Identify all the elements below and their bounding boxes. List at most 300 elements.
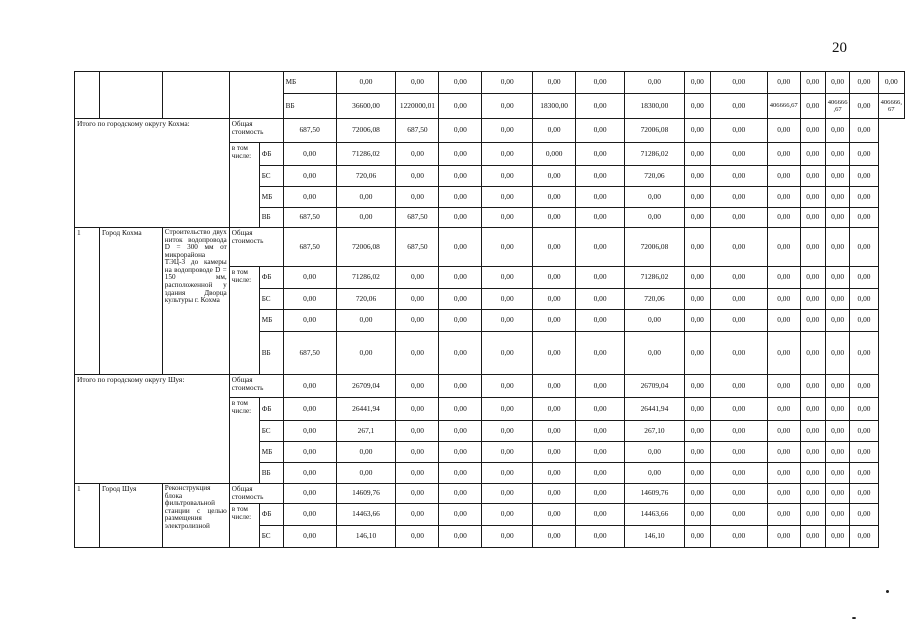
- funding-source: ФБ: [259, 143, 283, 166]
- value-cell: 36600,00: [336, 94, 396, 119]
- value-cell: 0,00: [533, 463, 576, 484]
- value-cell: 0,00: [533, 267, 576, 289]
- value-cell: 0,00: [533, 166, 576, 187]
- table-row: [75, 484, 905, 504]
- value-cell: 0,00: [396, 267, 439, 289]
- value-cell: 0,00: [482, 72, 533, 94]
- value-cell: 0,00: [482, 289, 533, 310]
- value-cell: 0,00: [767, 187, 800, 208]
- page-mark: [886, 590, 889, 593]
- value-cell: 267,10: [625, 421, 685, 442]
- value-cell: 0,00: [767, 143, 800, 166]
- value-cell: 0,00: [283, 143, 336, 166]
- value-cell: 0,00: [800, 267, 825, 289]
- value-cell: 14609,76: [336, 484, 396, 504]
- value-cell: 0,00: [800, 504, 825, 526]
- value-cell: 0,00: [767, 484, 800, 504]
- value-cell: 0,00: [439, 119, 482, 143]
- value-cell: 0,00: [625, 72, 685, 94]
- value-cell: 720,06: [625, 289, 685, 310]
- value-cell: 0,00: [684, 119, 710, 143]
- value-cell: 0,00: [767, 310, 800, 332]
- city-name: Город Кохма: [99, 228, 162, 375]
- value-cell: 0,00: [439, 310, 482, 332]
- value-cell: 687,50: [283, 228, 336, 267]
- value-cell: 0,00: [850, 187, 878, 208]
- value-cell: 18300,00: [533, 94, 576, 119]
- value-cell: 0,00: [825, 143, 850, 166]
- value-cell: 0,00: [825, 310, 850, 332]
- value-cell: 0,00: [482, 463, 533, 484]
- page-mark: [852, 617, 856, 619]
- value-cell: 0,00: [825, 72, 850, 94]
- value-cell: 0,00: [576, 166, 625, 187]
- value-cell: 0,00: [767, 228, 800, 267]
- value-cell: 0,00: [710, 484, 767, 504]
- value-cell: 0,000: [533, 143, 576, 166]
- value-cell: 0,00: [710, 72, 767, 94]
- value-cell: 0,00: [396, 143, 439, 166]
- value-cell: 0,00: [767, 398, 800, 421]
- value-cell: 0,00: [710, 442, 767, 463]
- value-cell: 0,00: [850, 267, 878, 289]
- including-label: в том числе:: [229, 267, 259, 375]
- value-cell: 0,00: [800, 332, 825, 375]
- value-cell: 0,00: [576, 94, 625, 119]
- value-cell: 0,00: [684, 289, 710, 310]
- num-cell: [75, 72, 100, 119]
- value-cell: 0,00: [533, 484, 576, 504]
- value-cell: 0,00: [850, 208, 878, 228]
- value-cell: 0,00: [576, 463, 625, 484]
- value-cell: 14463,66: [336, 504, 396, 526]
- value-cell: 0,00: [336, 332, 396, 375]
- value-cell: 0,00: [396, 187, 439, 208]
- value-cell: 0,00: [482, 526, 533, 548]
- value-cell: 0,00: [710, 332, 767, 375]
- funding-source: БС: [259, 421, 283, 442]
- value-cell: 0,00: [800, 166, 825, 187]
- total-cost-label: Общая стоимость: [229, 228, 283, 267]
- value-cell: 687,50: [396, 208, 439, 228]
- funding-source: МБ: [259, 310, 283, 332]
- funding-source: МБ: [283, 72, 336, 94]
- value-cell: 0,00: [800, 72, 825, 94]
- value-cell: 0,00: [684, 94, 710, 119]
- funding-source: ВБ: [259, 463, 283, 484]
- value-cell: 0,00: [533, 289, 576, 310]
- value-cell: 0,00: [800, 442, 825, 463]
- value-cell: 0,00: [767, 504, 800, 526]
- value-cell: 720,06: [336, 166, 396, 187]
- value-cell: 0,00: [825, 504, 850, 526]
- value-cell: 0,00: [576, 187, 625, 208]
- value-cell: 0,00: [482, 442, 533, 463]
- value-cell: 0,00: [396, 289, 439, 310]
- value-cell: 0,00: [336, 208, 396, 228]
- value-cell: 0,00: [283, 442, 336, 463]
- value-cell: 0,00: [482, 310, 533, 332]
- value-cell: 0,00: [533, 72, 576, 94]
- value-cell: 687,50: [283, 119, 336, 143]
- value-cell: 0,00: [850, 375, 878, 398]
- value-cell: 0,00: [684, 442, 710, 463]
- value-cell: 0,00: [533, 375, 576, 398]
- value-cell: 0,00: [482, 228, 533, 267]
- value-cell: 0,00: [533, 119, 576, 143]
- value-cell: 0,00: [710, 463, 767, 484]
- value-cell: 0,00: [625, 187, 685, 208]
- value-cell: 0,00: [439, 267, 482, 289]
- value-cell: 0,00: [482, 187, 533, 208]
- value-cell: 0,00: [825, 398, 850, 421]
- table-row: [75, 72, 905, 94]
- value-cell: 0,00: [576, 484, 625, 504]
- value-cell: 0,00: [767, 208, 800, 228]
- value-cell: 267,1: [336, 421, 396, 442]
- value-cell: 0,00: [396, 332, 439, 375]
- value-cell: 0,00: [336, 463, 396, 484]
- including-label: в том числе:: [229, 398, 259, 484]
- value-cell: 0,00: [800, 94, 825, 119]
- value-cell: 0,00: [684, 187, 710, 208]
- value-cell: 0,00: [710, 504, 767, 526]
- value-cell: 0,00: [825, 187, 850, 208]
- value-cell: 0,00: [850, 228, 878, 267]
- value-cell: 0,00: [800, 187, 825, 208]
- value-cell: 720,06: [336, 289, 396, 310]
- value-cell: 0,00: [850, 289, 878, 310]
- value-cell: 0,00: [825, 526, 850, 548]
- value-cell: 0,00: [800, 228, 825, 267]
- value-cell: 0,00: [533, 421, 576, 442]
- value-cell: 0,00: [533, 228, 576, 267]
- value-cell: 0,00: [396, 504, 439, 526]
- value-cell: 687,50: [283, 208, 336, 228]
- value-cell: 71286,02: [625, 143, 685, 166]
- value-cell: 0,00: [396, 310, 439, 332]
- value-cell: 0,00: [576, 267, 625, 289]
- funding-source: ФБ: [259, 504, 283, 526]
- value-cell: 0,00: [825, 208, 850, 228]
- value-cell: 0,00: [283, 187, 336, 208]
- value-cell: 0,00: [439, 442, 482, 463]
- funding-source: БС: [259, 289, 283, 310]
- value-cell: 0,00: [800, 208, 825, 228]
- value-cell: 0,00: [576, 72, 625, 94]
- value-cell: 0,00: [800, 421, 825, 442]
- value-cell: 0,00: [684, 463, 710, 484]
- value-cell: 0,00: [767, 442, 800, 463]
- value-cell: 0,00: [533, 208, 576, 228]
- value-cell: 0,00: [283, 484, 336, 504]
- value-cell: 0,00: [850, 166, 878, 187]
- value-cell: 0,00: [825, 332, 850, 375]
- funding-source: БС: [259, 526, 283, 548]
- value-cell: 0,00: [767, 526, 800, 548]
- project-description: Реконструкция блока фильтровальной станции с целью размещения электролизной: [162, 484, 229, 548]
- value-cell: 0,00: [850, 442, 878, 463]
- value-cell: 0,00: [439, 94, 482, 119]
- value-cell: 0,00: [850, 484, 878, 504]
- value-cell: 0,00: [684, 484, 710, 504]
- value-cell: 0,00: [850, 94, 878, 119]
- value-cell: 0,00: [767, 166, 800, 187]
- value-cell: 0,00: [439, 143, 482, 166]
- description-cell: [162, 72, 229, 119]
- value-cell: 0,00: [576, 332, 625, 375]
- value-cell: 0,00: [684, 166, 710, 187]
- funding-source: МБ: [259, 442, 283, 463]
- value-cell: 0,00: [710, 94, 767, 119]
- value-cell: 0,00: [482, 375, 533, 398]
- value-cell: 0,00: [825, 228, 850, 267]
- value-cell: 0,00: [482, 484, 533, 504]
- value-cell: 0,00: [482, 166, 533, 187]
- value-cell: 0,00: [336, 72, 396, 94]
- value-cell: 0,00: [439, 208, 482, 228]
- value-cell: 0,00: [767, 421, 800, 442]
- total-cost-label: Общая стоимость: [229, 375, 283, 398]
- row-number: 1: [75, 484, 100, 548]
- value-cell: 72006,08: [336, 119, 396, 143]
- funding-source: МБ: [259, 187, 283, 208]
- value-cell: 0,00: [396, 398, 439, 421]
- value-cell: 0,00: [800, 484, 825, 504]
- value-cell: 72006,08: [625, 119, 685, 143]
- value-cell: 0,00: [767, 267, 800, 289]
- value-cell: 0,00: [482, 94, 533, 119]
- value-cell: 0,00: [283, 398, 336, 421]
- value-cell: 26709,04: [336, 375, 396, 398]
- value-cell: 406666 ,67: [825, 94, 850, 119]
- including-label: в том числе:: [229, 504, 259, 548]
- value-cell: 0,00: [850, 463, 878, 484]
- value-cell: 72006,08: [625, 228, 685, 267]
- value-cell: 687,50: [396, 119, 439, 143]
- value-cell: 0,00: [710, 375, 767, 398]
- value-cell: 0,00: [396, 72, 439, 94]
- value-cell: 0,00: [710, 421, 767, 442]
- value-cell: 14463,66: [625, 504, 685, 526]
- value-cell: 0,00: [710, 143, 767, 166]
- value-cell: 0,00: [396, 375, 439, 398]
- total-cost-label: Общая стоимость: [229, 484, 283, 504]
- value-cell: 0,00: [767, 332, 800, 375]
- value-cell: 687,50: [283, 332, 336, 375]
- value-cell: 0,00: [576, 442, 625, 463]
- value-cell: 0,00: [825, 421, 850, 442]
- value-cell: 0,00: [576, 375, 625, 398]
- value-cell: 0,00: [283, 421, 336, 442]
- value-cell: 14609,76: [625, 484, 685, 504]
- table-row: [75, 375, 905, 398]
- value-cell: 0,00: [576, 228, 625, 267]
- value-cell: 0,00: [625, 208, 685, 228]
- value-cell: 687,50: [396, 228, 439, 267]
- value-cell: 0,00: [336, 187, 396, 208]
- value-cell: 0,00: [825, 166, 850, 187]
- value-cell: 0,00: [576, 143, 625, 166]
- value-cell: 406666,67: [767, 94, 800, 119]
- value-cell: 0,00: [710, 187, 767, 208]
- row-number: 1: [75, 228, 100, 375]
- value-cell: 146,10: [336, 526, 396, 548]
- value-cell: 0,00: [283, 289, 336, 310]
- value-cell: 0,00: [576, 504, 625, 526]
- value-cell: 0,00: [684, 143, 710, 166]
- value-cell: 0,00: [625, 442, 685, 463]
- value-cell: 0,00: [396, 484, 439, 504]
- value-cell: 0,00: [684, 526, 710, 548]
- value-cell: 0,00: [336, 442, 396, 463]
- total-cost-label: Общая стоимость: [229, 119, 283, 143]
- value-cell: 0,00: [684, 208, 710, 228]
- value-cell: 0,00: [800, 289, 825, 310]
- value-cell: 0,00: [684, 267, 710, 289]
- value-cell: 0,00: [850, 143, 878, 166]
- value-cell: 0,00: [576, 526, 625, 548]
- value-cell: 0,00: [439, 484, 482, 504]
- value-cell: 0,00: [800, 463, 825, 484]
- value-cell: 0,00: [825, 289, 850, 310]
- value-cell: 0,00: [710, 228, 767, 267]
- value-cell: 0,00: [767, 119, 800, 143]
- value-cell: 0,00: [710, 267, 767, 289]
- value-cell: 71286,02: [336, 143, 396, 166]
- project-description: Строительство двух ниток водопровода D = 300 мм от микрорайона ТЭЦ-3 до камеры на водопроводе D = 150 мм, расположенной у здания Дворца культуры г. Кохма: [162, 228, 229, 375]
- funding-source: ВБ: [259, 208, 283, 228]
- value-cell: 0,00: [850, 119, 878, 143]
- value-cell: 0,00: [800, 119, 825, 143]
- value-cell: 0,00: [850, 398, 878, 421]
- value-cell: 0,00: [576, 289, 625, 310]
- value-cell: 0,00: [850, 421, 878, 442]
- value-cell: 0,00: [439, 375, 482, 398]
- value-cell: 0,00: [576, 208, 625, 228]
- table-row: [75, 119, 905, 143]
- value-cell: 0,00: [684, 332, 710, 375]
- value-cell: 0,00: [710, 526, 767, 548]
- value-cell: 0,00: [533, 526, 576, 548]
- value-cell: 26441,94: [336, 398, 396, 421]
- value-cell: 0,00: [482, 398, 533, 421]
- value-cell: 0,00: [625, 310, 685, 332]
- value-cell: 26441,94: [625, 398, 685, 421]
- funding-source: ВБ: [283, 94, 336, 119]
- value-cell: 0,00: [439, 72, 482, 94]
- value-cell: 0,00: [283, 463, 336, 484]
- value-cell: 0,00: [439, 166, 482, 187]
- value-cell: 0,00: [825, 463, 850, 484]
- value-cell: 0,00: [439, 332, 482, 375]
- value-cell: 0,00: [533, 398, 576, 421]
- value-cell: 0,00: [710, 119, 767, 143]
- value-cell: 0,00: [800, 526, 825, 548]
- group-total-label: Итого по городскому округу Шуя:: [75, 375, 230, 484]
- budget-table: [74, 71, 905, 548]
- value-cell: 0,00: [684, 421, 710, 442]
- value-cell: 18300,00: [625, 94, 685, 119]
- value-cell: 0,00: [482, 504, 533, 526]
- city-name: Город Шуя: [99, 484, 162, 548]
- value-cell: 0,00: [439, 526, 482, 548]
- value-cell: 0,00: [710, 398, 767, 421]
- value-cell: 0,00: [533, 442, 576, 463]
- value-cell: 0,00: [576, 119, 625, 143]
- label-cell: [229, 72, 283, 119]
- table-row: [75, 228, 905, 267]
- value-cell: 0,00: [439, 289, 482, 310]
- value-cell: 0,00: [439, 398, 482, 421]
- funding-source: ФБ: [259, 398, 283, 421]
- value-cell: 71286,02: [625, 267, 685, 289]
- value-cell: 0,00: [684, 228, 710, 267]
- value-cell: 0,00: [767, 375, 800, 398]
- value-cell: 0,00: [482, 421, 533, 442]
- value-cell: 0,00: [825, 375, 850, 398]
- value-cell: 0,00: [283, 310, 336, 332]
- value-cell: 0,00: [576, 398, 625, 421]
- value-cell: 0,00: [800, 398, 825, 421]
- value-cell: 0,00: [684, 375, 710, 398]
- value-cell: 0,00: [439, 504, 482, 526]
- value-cell: 0,00: [439, 421, 482, 442]
- value-cell: 0,00: [482, 208, 533, 228]
- value-cell: 0,00: [439, 228, 482, 267]
- value-cell: 0,00: [533, 504, 576, 526]
- value-cell: 0,00: [684, 504, 710, 526]
- value-cell: 0,00: [850, 72, 878, 94]
- funding-source: ВБ: [259, 332, 283, 375]
- city-cell: [99, 72, 162, 119]
- value-cell: 0,00: [850, 526, 878, 548]
- value-cell: 0,00: [283, 166, 336, 187]
- value-cell: 0,00: [850, 310, 878, 332]
- value-cell: 1220000,01: [396, 94, 439, 119]
- value-cell: 0,00: [396, 166, 439, 187]
- value-cell: 0,00: [482, 119, 533, 143]
- value-cell: 0,00: [533, 332, 576, 375]
- page-number: 20: [832, 40, 847, 56]
- value-cell: 0,00: [283, 375, 336, 398]
- value-cell: 0,00: [482, 332, 533, 375]
- value-cell: 71286,02: [336, 267, 396, 289]
- value-cell: 0,00: [396, 526, 439, 548]
- value-cell: 0,00: [767, 289, 800, 310]
- value-cell: 0,00: [283, 526, 336, 548]
- value-cell: 0,00: [825, 442, 850, 463]
- group-total-label: Итого по городскому округу Кохма:: [75, 119, 230, 228]
- value-cell: 0,00: [625, 332, 685, 375]
- value-cell: 0,00: [625, 463, 685, 484]
- value-cell: 0,00: [800, 143, 825, 166]
- value-cell: 0,00: [396, 442, 439, 463]
- value-cell: 0,00: [684, 72, 710, 94]
- value-cell: 146,10: [625, 526, 685, 548]
- value-cell: 72006,08: [336, 228, 396, 267]
- value-cell: 0,00: [825, 484, 850, 504]
- value-cell: 0,00: [878, 72, 904, 94]
- value-cell: 0,00: [336, 310, 396, 332]
- value-cell: 0,00: [482, 267, 533, 289]
- value-cell: 0,00: [710, 289, 767, 310]
- value-cell: 0,00: [439, 463, 482, 484]
- value-cell: 720,06: [625, 166, 685, 187]
- funding-source: БС: [259, 166, 283, 187]
- value-cell: 0,00: [396, 421, 439, 442]
- value-cell: 0,00: [283, 504, 336, 526]
